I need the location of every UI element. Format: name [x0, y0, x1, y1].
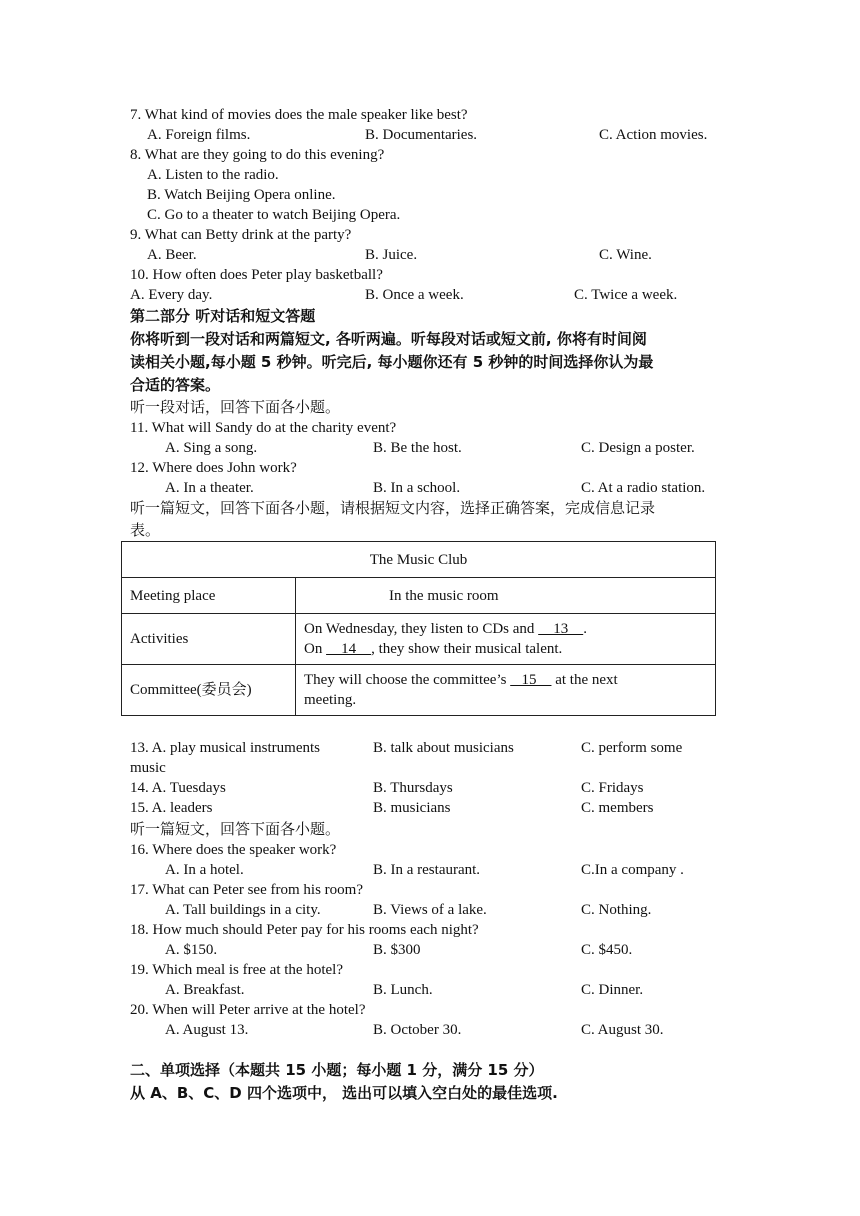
q17-option-b: B. Views of a lake.: [373, 902, 487, 918]
q15-option-a: 15. A. leaders: [130, 800, 213, 816]
question-11: 11. What will Sandy do at the charity event?: [130, 420, 397, 436]
question-8: 8. What are they going to do this evening?: [130, 147, 385, 163]
q17-option-c: C. Nothing.: [581, 902, 652, 918]
activities-line1-text: On Wednesday, they listen to CDs and: [304, 621, 539, 637]
blank-13: 13: [538, 621, 584, 637]
table-title: The Music Club: [122, 542, 716, 578]
q9-option-c: C. Wine.: [599, 247, 652, 263]
q15-option-c: C. members: [581, 800, 654, 816]
table-row: [122, 614, 716, 665]
committee-line2: meeting.: [304, 692, 357, 708]
q13-option-a: 13. A. play musical instruments: [130, 740, 320, 756]
q20-option-a: A. August 13.: [165, 1022, 249, 1038]
committee-text-end: at the next: [551, 672, 618, 688]
meeting-place-value: In the music room: [296, 578, 716, 614]
part2-instruction-line2: 读相关小题,每小题 5 秒钟。听完后, 每小题你还有 5 秒钟的时间选择你认为最: [130, 353, 654, 371]
activities-line1-end: .: [583, 621, 587, 637]
q19-option-c: C. Dinner.: [581, 982, 644, 998]
q11-option-c: C. Design a poster.: [581, 440, 695, 456]
q16-option-b: B. In a restaurant.: [373, 862, 481, 878]
dialog-intro: 听一段对话，回答下面各小题。: [130, 398, 341, 416]
q8-option-a: A. Listen to the radio.: [147, 167, 279, 183]
q13-option-c: C. perform some: [581, 740, 683, 756]
question-12: 12. Where does John work?: [130, 460, 297, 476]
committee-text: They will choose the committee’s: [304, 672, 511, 688]
meeting-place-label: Meeting place: [122, 578, 296, 614]
activities-line2-end: , they show their musical talent.: [371, 641, 563, 657]
question-17: 17. What can Peter see from his room?: [130, 882, 363, 898]
q18-option-b: B. $300: [373, 942, 421, 958]
question-16: 16. Where does the speaker work?: [130, 842, 337, 858]
q20-option-c: C. August 30.: [581, 1022, 664, 1038]
q15-option-b: B. musicians: [373, 800, 451, 816]
q16-option-c: C.In a company .: [581, 862, 684, 878]
q7-option-b: B. Documentaries.: [365, 127, 478, 143]
committee-label: Committee(委员会): [122, 665, 296, 716]
part2-instruction-line3: 合适的答案。: [130, 376, 221, 394]
passage2-intro: 听一篇短文，回答下面各小题。: [130, 820, 341, 838]
activities-line2-text: On: [304, 641, 327, 657]
section2-title: 二、单项选择（本题共 15 小题；每小题 1 分，满分 15 分）: [130, 1061, 544, 1079]
q9-option-b: B. Juice.: [365, 247, 418, 263]
question-10: 10. How often does Peter play basketball?: [130, 267, 383, 283]
blank-15: 15: [510, 672, 552, 688]
q20-option-b: B. October 30.: [373, 1022, 462, 1038]
q14-option-c: C. Fridays: [581, 780, 644, 796]
question-7: 7. What kind of movies does the male speaker like best?: [130, 107, 468, 123]
section2-instruction: 从 A、B、C、D 四个选项中， 选出可以填入空白处的最佳选项.: [130, 1084, 558, 1102]
q7-option-a: A. Foreign films.: [147, 127, 251, 143]
q11-option-b: B. Be the host.: [373, 440, 462, 456]
q18-option-c: C. $450.: [581, 942, 633, 958]
q13-option-c-continued: music: [130, 760, 166, 776]
q8-option-b: B. Watch Beijing Opera online.: [147, 187, 336, 203]
table-row: [122, 665, 716, 716]
table-title-row: [122, 542, 716, 578]
passage1-intro-line1: 听一篇短文，回答下面各小题，请根据短文内容，选择正确答案，完成信息记录: [130, 499, 656, 517]
q10-option-c: C. Twice a week.: [574, 287, 678, 303]
question-9: 9. What can Betty drink at the party?: [130, 227, 352, 243]
question-19: 19. Which meal is free at the hotel?: [130, 962, 343, 978]
q8-option-c: C. Go to a theater to watch Beijing Opera.: [147, 207, 401, 223]
q17-option-a: A. Tall buildings in a city.: [165, 902, 321, 918]
q14-option-b: B. Thursdays: [373, 780, 453, 796]
committee-value: [296, 665, 716, 716]
q19-option-a: A. Breakfast.: [165, 982, 245, 998]
q11-option-a: A. Sing a song.: [165, 440, 258, 456]
q10-option-b: B. Once a week.: [365, 287, 464, 303]
part2-title: 第二部分 听对话和短文答题: [130, 307, 316, 325]
q19-option-b: B. Lunch.: [373, 982, 433, 998]
q14-option-a: 14. A. Tuesdays: [130, 780, 226, 796]
q12-option-c: C. At a radio station.: [581, 480, 706, 496]
music-club-table: [121, 541, 716, 716]
q12-option-a: A. In a theater.: [165, 480, 254, 496]
activities-label: Activities: [122, 614, 296, 665]
q18-option-a: A. $150.: [165, 942, 218, 958]
q13-option-b: B. talk about musicians: [373, 740, 514, 756]
q9-option-a: A. Beer.: [147, 247, 197, 263]
q10-option-a: A. Every day.: [130, 287, 213, 303]
q12-option-b: B. In a school.: [373, 480, 461, 496]
question-18: 18. How much should Peter pay for his rooms each night?: [130, 922, 479, 938]
passage1-intro-line2: 表。: [130, 521, 161, 539]
blank-14: 14: [326, 641, 372, 657]
question-20: 20. When will Peter arrive at the hotel?: [130, 1002, 366, 1018]
q16-option-a: A. In a hotel.: [165, 862, 244, 878]
table-row: [122, 578, 716, 614]
q7-option-c: C. Action movies.: [599, 127, 708, 143]
part2-instruction-line1: 你将听到一段对话和两篇短文, 各听两遍。听每段对话或短文前, 你将有时间阅: [130, 330, 647, 348]
activities-value: [296, 614, 716, 665]
